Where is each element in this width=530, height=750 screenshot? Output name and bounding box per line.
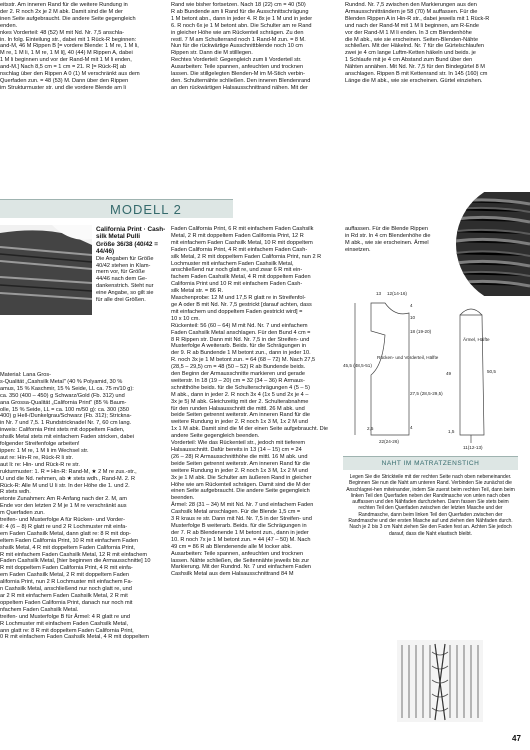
text-line: mern vor, für Größe <box>96 269 145 276</box>
text-line: lassen. Nähte schließen, die Seitennähte jeweils bis zur <box>171 557 310 564</box>
column-3 <box>345 226 445 254</box>
text-line: 49 cm = 86 R ab Blendenende alle M locker abk. <box>171 543 292 550</box>
text-line: nkes Vorderteil: 48 (52) M mit Nd. Nr. 7,5 anschla- <box>0 29 125 36</box>
text-line: Armausschnitträndern je 58 (70) M auffassen. Für die <box>345 8 478 15</box>
text-line: nfachem Faden Cashsilk Metal. <box>0 606 79 613</box>
text-line: und nach der Rand-M mit 1 M li beginnen, am R-Ende <box>345 22 480 29</box>
pattern-title: California Print · Cash-silk Metal Pulli <box>96 226 166 241</box>
text-line: der 7. R ab Blendenende 1 M betont zun., dann in jeder <box>171 529 309 536</box>
text-line: n Cashsilk Metal, anschließend nur noch glatt re, und <box>0 586 132 593</box>
text-line: Halsausschnitt. Dafür bereits in 13 (14 – 15) cm = 24 <box>171 447 302 453</box>
text-line: ar 2 R mit einfachem Faden Cashsilk Metal, 2 R mit <box>0 593 128 599</box>
text-line: Faden California Print, 6 R mit einfachem Faden Cashsilk <box>171 226 314 232</box>
text-line: auffassen. Für die Blende Rippen <box>345 226 428 232</box>
text-line: Querfaden zun. = 48 (53) M. Dann über den Rippen <box>0 77 129 84</box>
text-line: R mit einfachem Faden Cashsilk Metal, 12 R mit einfachem <box>0 551 148 558</box>
text-line: Musterfolge B weiterarb. Beids. für die Schrägungen in <box>171 522 307 529</box>
text-line: beide Seiten getrennt weiterstr. Am inneren Rand für die <box>171 412 310 419</box>
text-line: 1 Schlaufe mit je 4 cm Abstand zum Bund über den <box>345 57 473 64</box>
text-line: shsilk Metal stets mit einfachem Faden stricken, dabei <box>0 434 134 441</box>
text-line: Rundnd. Nr. 7,5 zwischen den Markierungen aus den <box>345 2 477 8</box>
text-line: beenden. <box>171 495 195 502</box>
text-line: Nun für die rückwärtige Ausschnittblende noch 10 cm <box>171 43 303 50</box>
text-line: fachem Faden Cashsilk Metal, 4 R mit doppeltem Faden <box>171 274 311 281</box>
text-line: Ausarbeiten: Teile spannen, anfeuchten und trocknen <box>171 64 304 71</box>
text-line: 44/46 nach dem Ge- <box>96 276 147 283</box>
text-line: 8 R Rippen str. Dann mit Nd. Nr. 7,5 in der Streifen- und <box>171 336 310 343</box>
text-line: in gleicher Höhe wie am Rückenteil schrägen. Zu den <box>171 29 304 36</box>
text-line: mit einfachem Faden Cashsilk Metal, 10 R mit doppeltem <box>171 239 313 246</box>
dim-label: 27,5 (28,5-29,5) <box>410 391 443 396</box>
text-line: schnitthöhe beids. für die Schulterschrägungen 4 (5 – 5) <box>171 384 310 391</box>
text-line: em Faden Cashsilk Metal, 2 R mit doppeltem Faden <box>0 572 130 579</box>
text-line: Ausarbeiten: Teile spannen, anfeuchten und trocknen <box>171 550 304 557</box>
dim-label: Rücken- und Vorderteil, Hälfte <box>377 355 439 360</box>
text-line: schließen. Mit der Häkelnd. Nr. 7 für die Gürtelschlaufen <box>345 43 484 50</box>
text-line: Material: Lana Gros- <box>0 372 51 378</box>
text-line: vor der Rand-M 1 M li enden. In 3 cm Blendenhöhe <box>345 29 472 36</box>
text-line: Rückenteil: 56 (60 – 64) M mit Nd. Nr. 7 und einfachem <box>171 322 308 329</box>
dim-label: 10 <box>410 315 416 320</box>
dim-label: 11(12-13) <box>463 445 483 450</box>
text-line: den Beginn der Armausschnitte markieren und gerade <box>171 371 306 378</box>
text-line: Musterfolge A weiterarb. Beids. für die Schrägungen in <box>171 343 306 350</box>
text-line: 400) g Hell-/Dunkelgrau/Schwarz (Fb. 312); Stricknа- <box>0 413 132 420</box>
text-line: im Strukturmuster str. und die vordere Blende am li <box>0 84 126 91</box>
text-line: dankenstrich. Steht nur <box>96 283 154 290</box>
text-line: einen Seite aufgebraucht. Die andere Seite gegengleich <box>171 488 310 495</box>
text-line: für alle drei Größen. <box>96 297 146 304</box>
text-line: U und die Nd. nehmen, ab ★ stets wdh., Rand-M. 2. R <box>0 475 135 482</box>
page-number: 47 <box>512 734 521 743</box>
text-line: aut re: Hin-R re, Rück-R li str. <box>0 454 74 461</box>
text-line: für den runden Halsausschnitt die mittl. 26 M abk. und <box>171 405 305 412</box>
text-line: in Nr. 7 und 7,5. 1 Rundstricknadel Nr. 7, 60 cm lang. <box>0 420 132 427</box>
mattress-stitch-box <box>343 456 518 637</box>
text-line: Faden California Print, 4 R mit einfachem Faden Cash- <box>171 246 308 253</box>
text-line: Blenden Rippen A in Hin-R str., dabei jeweils mit 1 Rück-R <box>345 15 490 22</box>
text-line: eine Angabe, so gilt sie <box>96 290 154 297</box>
size-line: Größe 36/38 (40/42 = 44/46) <box>96 240 158 256</box>
text-line: R stets wdh. <box>0 489 31 496</box>
text-line: treifen- und Musterfolge B für Ärmel: 4 R glatt re und <box>0 613 130 620</box>
text-line: der 2. R noch 2x je 2 M abk. Damit sind die M der <box>0 8 123 15</box>
text-line: Rippen str. Dann die M stilllegen. <box>171 50 253 57</box>
text-line: shsilk Metal, 4 R mit doppeltem Faden California Print, <box>0 544 135 551</box>
text-line: 3x je 1 M abk. Die Schulter am äußeren Rand in gleicher <box>171 474 312 481</box>
dim-label: 22(24-26) <box>379 439 399 444</box>
text-line: 10 x 10 cm. <box>171 315 200 322</box>
text-line: ana Grossa-Qualität „California Print" (85 % Baum- <box>0 399 127 406</box>
text-line: 10. R noch 7x je 1 M betont zun. = 44 (47 – 50) M. Nach <box>171 536 311 543</box>
dim-label: Ärmel, Hälfte <box>463 337 490 342</box>
text-line: 1x 1 M abk. Damit sind die M der einen Seite aufgebraucht. Die <box>171 426 329 433</box>
text-line: inen Seite aufgebraucht. Die andere Seite gegengleich <box>0 15 136 22</box>
text-line: M re, 1 M li, 1 M re, 1 M li], 40 (44) M Rippen A, dabei <box>0 50 133 57</box>
text-line: enden. <box>0 22 18 29</box>
text-line: einsetzen. <box>345 246 371 253</box>
text-line: 1 M li beginnen und vor der Rand-M mit 1 M li enden, <box>0 57 132 64</box>
text-line: den. Schulternähte schließen. Den inneren Blendenrand <box>171 77 311 84</box>
text-line: Vorderteil: Wie das Rückenteil str., jedoch mit tieferem <box>171 440 305 447</box>
text-line: Cashsilk Metal aus dem Halsausschnittrand 84 M <box>171 571 294 578</box>
text-line: s-Qualität „Cashsilk Metal" (40 % Polyamid, 30 % <box>0 378 123 385</box>
mattress-title: NAHT IM MATRATZENSTICH <box>343 457 518 470</box>
text-line: andere Seite gegengleich beenden. <box>171 433 260 440</box>
text-line: Höhe wie am Rückenteil schrägen. Damit sind die M der <box>171 481 311 488</box>
dim-label: 18 (19-20) <box>410 329 432 334</box>
text-line: Ärmel: 28 (31 – 34) M mit Nd. Nr. 7 und einfachem Faden <box>171 502 314 509</box>
text-line: an den rückwärtigen Halsausschnittrand nähen. Mit der <box>171 84 308 91</box>
text-line: rukturmuster: 1. R = Hin-R: Rand-M, ★ 2 M re zus.-str., <box>0 468 137 475</box>
dim-label: 12(14-16) <box>387 291 407 296</box>
text-line: anschlagen. Rippen B mit Kettenrand str. In 145 (160) cm <box>345 71 488 78</box>
text-line: 1 M betont abn., dann in jeder 4. R 8x je 1 M und in jeder <box>171 15 313 22</box>
text-line: eltem Faden California Print, 10 R mit einfachem Faden <box>0 537 139 544</box>
section-header <box>0 199 233 218</box>
text-line: eitsstr. Am inneren Rand für die weitere Rundung in <box>0 2 128 8</box>
text-line: silk Metal, 2 R mit doppeltem Faden California Print, nun 2 R <box>171 253 322 260</box>
text-line: Markierung. Mit der Rundnd. Nr. 7 und einfachem Faden <box>171 564 311 571</box>
text-line: Nähten annähen. Mit Nd. Nr. 7,5 für den Bindegürtel 8 M <box>345 64 485 71</box>
dim-label: 2,5 <box>367 426 374 431</box>
text-line: 40/42 stehen in Klam- <box>96 262 151 269</box>
text-line: olle, 15 % Seide, LL = ca. 100 m/50 g): ca. 300 (350 <box>0 406 129 413</box>
text-line: weitere Rundung in jeder 2. R noch 1x 3 M, 1x 2 M und <box>171 419 308 426</box>
text-line: R mit doppeltem Faden California Print, 4 R mit einfa- <box>0 565 133 572</box>
text-line: weitere Rundung in jeder 2. R noch 1x 3 M, 1x 2 M und <box>171 467 308 474</box>
text-line: Rand wie bisher fortsetzen. Nach 18 (22) cm = 40 (50) <box>171 2 306 8</box>
text-line: die M abk., wie sie erscheinen. Seiten-Blenden-Nähte <box>345 36 479 43</box>
sweater-photo <box>0 225 92 315</box>
text-line: Faden Cashsilk Metal, [hier beginnen die Armausschnitte] 10 <box>0 558 151 565</box>
dim-label: 50,5 <box>487 369 496 374</box>
text-line: (26 – 28) R Armausschnitthöhe die mittl. 16 M abk. und <box>171 453 308 460</box>
text-line: silk Metal str. = 86 R. <box>171 288 224 295</box>
text-line: amus, 15 % Kaschmir, 15 % Seide, LL ca. 75 m/10 g): <box>0 385 134 392</box>
text-line: Ende vor den letzten 2 M je 1 M re verschränkt aus <box>0 503 127 510</box>
text-line: Rechtes Vorderteil: Gegengleich zum li Vorderteil str. <box>171 57 302 64</box>
dim-label: 49 <box>446 371 452 376</box>
text-line: Lochmuster mit einfachem Faden Cashsilk Metal, <box>171 260 294 267</box>
dim-label: 4 <box>410 425 413 430</box>
text-line: in. In folg. Einteilung str., dabei mit 1 Rück-R beginnen: <box>0 36 137 43</box>
text-line: California Print und 10 R mit einfachem Faden Cash- <box>171 281 303 288</box>
text-line: ippen: 1 M re, 1 M li im Wechsel str. <box>0 447 89 454</box>
column-1-body <box>0 372 166 641</box>
section-title: MODELL 2 <box>110 202 182 217</box>
text-line: anschließend nur noch glatt re, und zwar 6 R mit ein- <box>171 267 303 274</box>
text-line: M abk., dann in jeder 2. R noch 3x 4 (1x 5 und 2x je 4 – <box>171 391 309 398</box>
text-line: mit einfachem und doppeltem Faden gestrickt wird] = <box>171 308 303 315</box>
stitch-illustration <box>397 640 483 722</box>
text-line: der 9. R ab Bundende 1 M betont zun., dann in jeder 10. <box>171 350 311 357</box>
text-line: 0 R mit einfachem Faden Cashsilk Metal, 4 R mit doppeltem <box>0 634 149 641</box>
top-column-2 <box>171 2 338 92</box>
column-1 <box>96 226 171 304</box>
text-line: alifornia Print, nun 2 R Lochmuster mit einfachem Fa- <box>0 579 133 586</box>
dim-label: 13 <box>376 291 382 296</box>
column-2 <box>171 226 339 578</box>
dim-label: 45,5 (48,5-51) <box>343 363 372 368</box>
text-line: M abk., wie sie erscheinen. Ärmel <box>345 239 429 246</box>
text-line: 6. R noch 6x je 1 M betont abn. Die Schulter am re Rand <box>171 22 312 29</box>
schematic-diagram <box>343 285 530 450</box>
mattress-text: Legen Sie die Strickteile mit der rechten Seite nach oben nebeneinander. Beginnen Sie nun die Naht am unteren Rand. Verbinden Sie zunächst die Anschlagrei-hen miteinander, indem Sie zuerst beim rechten Teil, dann beim linken Teil den Querfaden neben der Randmasche von unten nach oben auffassen und den Nähfaden durchziehen. Dann fassen Sie stets beim rechten Teil den Querfaden zwischen der letzten Masche und der Randmasche, dann beim linken Teil den Querfaden zwischen der Randmasche und der ersten Masche auf und ziehen den Nähfaden durch. Nach je 2 bis 3 cm Naht ziehen Sie den Faden fest an. Achten Sie jedoch darauf, dass die Naht elastisch bleibt. <box>346 474 515 537</box>
text-line: etonte Zunahmen: Am R-Anfang nach der 2. M, am <box>0 496 127 503</box>
text-line: weiterstr. In 18 (19 – 20) cm = 32 (34 – 36) R Armaus- <box>171 377 305 384</box>
text-line: R Lochmuster mit einfachem Faden Cashsilk Metal, <box>0 620 129 627</box>
text-line: R ab Bundende am li Rand für die Ausschnittschrägung <box>171 8 309 15</box>
dim-label: 4 <box>410 303 413 308</box>
text-line: em Faden Cashsilk Metal, dann glatt re: 8 R mit dop- <box>0 530 131 537</box>
text-line: 3 R kraus re str. Dann mit Nd. Nr. 7,5 in der Streifen- und <box>171 516 312 523</box>
text-line: oppeltem Faden California Print, danach nur noch mit <box>0 599 133 606</box>
text-line: Länge die M abk., wie sie erscheinen. Gürtel einziehen. <box>345 77 483 84</box>
text-line: in Rd str. In 4 cm Blendenhöhe die <box>345 232 431 239</box>
text-line: and-M, 46 M Rippen B [= vordere Blende: 1 M re, 1 M li, <box>0 43 139 50</box>
text-line: ge A oder B mit Nd. Nr. 7,5 gestrickt [darauf achten, dass <box>171 301 312 308</box>
text-line: m Querfaden zun. <box>0 510 45 517</box>
text-line: beide Seiten getrennt weiterstr. Am inneren Rand für die <box>171 460 310 467</box>
text-line: (28,5 – 29,5) cm = 48 (50 – 52) R ab Bundende beids. <box>171 364 306 371</box>
text-line: aut li: re: Hin- und Rück-R re str. <box>0 461 80 468</box>
text-line: treifen- und Musterfolge A für Rücken- und Vorder- <box>0 517 125 524</box>
text-line: ca. 350 (400 – 450) g Schwarz/Gold (Fb. 312) und <box>0 392 125 399</box>
text-line: inweis: California Print stets mit doppeltem Faden, <box>0 427 125 434</box>
text-line: folgender Streifenfolge arbeiten! <box>0 441 80 448</box>
text-line: Rück-R: Alle M und U li str. In der Höhe die 1. und 2. <box>0 482 130 489</box>
text-line: Cashsilk Metal anschlagen. Für die Blende 1,5 cm = <box>171 509 301 516</box>
text-line: restl. 7 M am Schulterrand noch 1 Rand-M zun. = 8 M. <box>171 36 306 43</box>
text-line: 3x je 5) M abk. Gleichzeitig mit der 2. Schulterabnahme <box>171 398 309 405</box>
text-line: R. noch 3x je 1 M betont zun. = 64 (68 – 72) M. Nach 27,5 <box>171 357 316 364</box>
top-column-1 <box>0 2 165 92</box>
text-line: nschlag über den Rippen A 0 (1) M verschränkt aus dem <box>0 71 140 78</box>
text-line: il: 4 (6 – 8) R glatt re und 2 R Lochmuster mit einfa- <box>0 523 128 530</box>
text-line: and-M.] Nach 8,5 cm = 1 cm = 21. R [= Rück-R] ab <box>0 64 127 71</box>
top-column-3 <box>345 2 523 85</box>
text-line: Die Angaben für Größe <box>96 255 154 262</box>
text-line: Metal, 2 R mit doppeltem Faden California Print, 12 R <box>171 232 304 239</box>
text-line: Maschenprobe: 12 M und 17,5 R glatt re in Streifenfol- <box>171 295 306 302</box>
text-line: zwei je 4 cm lange Luftm-Ketten häkeln und beids. je <box>345 50 476 57</box>
yarn-sample-photo <box>448 192 530 296</box>
text-line: ann glatt re: 8 R mit doppeltem Faden California Print, <box>0 627 134 634</box>
text-line: lassen. Die stillgelegten Blenden-M im M-Stich verbin- <box>171 71 305 78</box>
text-line: Faden Cashsilk Metal anschlagen. Für den Bund 4 cm = <box>171 329 311 336</box>
dim-label: 1,5 <box>448 429 455 434</box>
